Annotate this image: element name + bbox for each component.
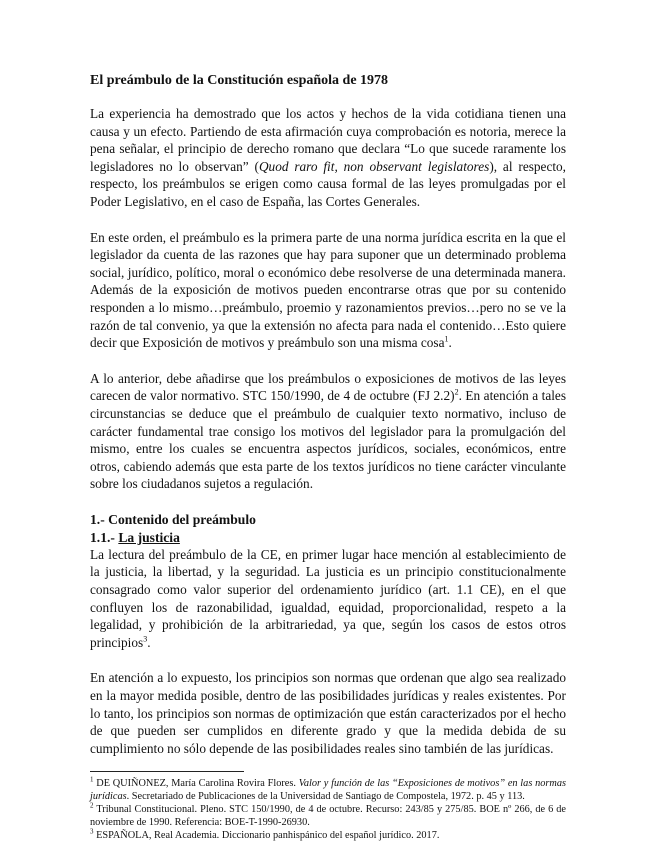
document-title: El preámbulo de la Constitución española de 1978 (90, 73, 389, 88)
footnote-1: $^1$ DE QUIÑONEZ, María Carolina Rovira Flores. Valor y función de las “Exposiciones de motivos” en las normas jurídicas. Secretariado de Publicaciones de la Universidad de Santiago de Compostela, 1972. p. 45 y 113. (90, 775, 566, 803)
paragraph-intro: La experiencia ha demostrado que los actos y hechos de la vida cotidiana tienen una causa y un efecto. Partiendo de esta afirmación cuya comprobación es notoria, merece la pena señalar, el principio de derecho romano que declara “Lo que sucede raramente los legisladores no lo observan” (Quod raro fit, non observant legislatores), al respecto, respecto, los preámbulos se erigen como causa formal de las leyes promulgadas por el Poder Legislativo, en el caso de España, las Cortes Generales. (90, 106, 567, 209)
paragraph-normative-value: A lo anterior, debe añadirse que los preámbulos o exposiciones de motivos de las leyes carecen de valor normativo. STC 150/1990, de 4 de octubre (FJ 2.2)$^2$. En atención a tales circunstancias se deduce que el preámbulo de cualquier texto normativo, incluso de carácter fundamental trae consigo los motivos del legislador para la promulgación del mismo, entre los cuales se encuentra aspectos jurídicos, sociales, económicos, entre otros, cabiendo además que esta parte de los textos jurídicos no tiene carácter vinculante sobre los ciudadanos sujetos a regulación. (90, 370, 566, 492)
footnote-ref-2[interactable]: 2 (454, 387, 459, 397)
footnote-ref-1[interactable]: 1 (444, 334, 449, 344)
paragraph-justice: La lectura del preámbulo de la CE, en primer lugar hace mención al establecimiento de la justicia, la libertad, y la seguridad. La justicia es un principio constitucionalmente consagrado como valor superior del ordenamiento jurídico (art. 1.1 CE), en el que confluyen los de razonabilidad, igualdad, equidad, proporcionalidad, respeto a la legalidad, y prohibición de la arbitrariedad, ya que, según los casos de estos otros principios$^3$. (90, 546, 566, 650)
section-heading: 1.- Contenido del preámbulo (90, 511, 256, 527)
latin-quote: Quod raro fit, non observant legislatores (258, 158, 490, 174)
footnote-3: $^3$ ESPAÑOLA, Real Academia. Diccionario panhispánico del español jurídico. 2017. (90, 827, 440, 841)
paragraph-principles: En atención a lo expuesto, los principios son normas que ordenan que algo sea realizado en la mayor medida posible, dentro de las posibilidades jurídicas y reales existentes. Por lo tanto, los principios son normas de optimización que están caracterizados por el hecho de que pueden ser cumplidos en diferente grado y que la medida debida de su cumplimiento no sólo depende de las posibilidades reales sino también de las jurídicas. (90, 670, 566, 756)
footnote-separator (90, 771, 244, 772)
footnote-ref-3[interactable]: 3 (143, 634, 148, 644)
footnote-2: $^2$ Tribunal Constitucional. Pleno. STC 150/1990, de 4 de octubre. Recurso: 243/85 y 275/85. BOE nº 266, de 6 de noviembre de 1990. Referencia: BOE-T-1990-26930. (90, 801, 566, 828)
document-page (90, 72, 566, 842)
subsection-heading: 1.1.- La justicia (90, 529, 180, 545)
paragraph-definition: En este orden, el preámbulo es la primera parte de una norma jurídica escrita en la que el legislador da cuenta de las razones que hay para suponer que un determinado problema social, jurídico, político, moral o económico debe resolverse de una determinada manera. Además de la exposición de motivos pueden encontrarse otras que por su contenido responden a lo mismo…preámbulo, proemio y razonamientos previos…pero no se ve la razón de tal convenio, ya que la extensión no afecta para nada el contenido…Esto quiere decir que Exposición de motivos y preámbulo son una misma cosa$^1$. (90, 229, 566, 351)
